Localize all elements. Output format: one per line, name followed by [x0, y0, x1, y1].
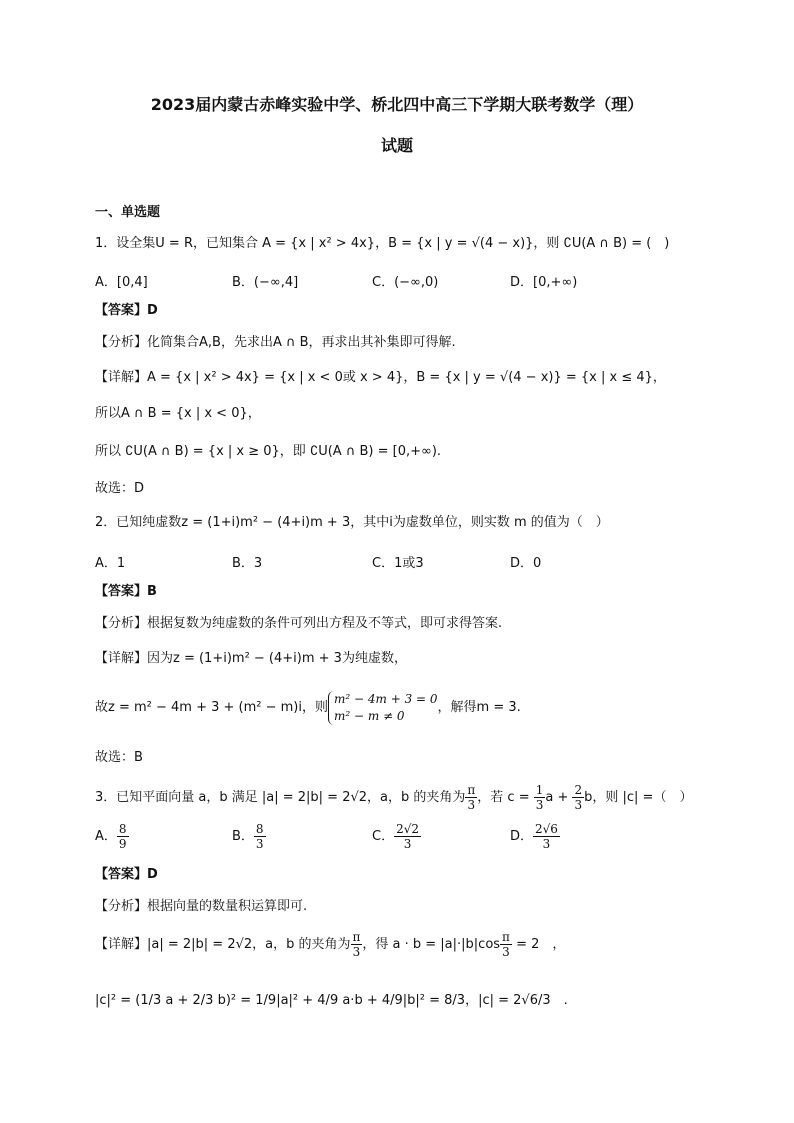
q3-stem-post: b，则 |c| =（ ）: [584, 790, 693, 805]
q3-stem-mid: ，若 c =: [477, 790, 534, 805]
q3-option-d-label: D．: [510, 829, 534, 844]
q3-detail-cos-fraction: [500, 930, 512, 959]
q3-c-mid: a +: [545, 790, 573, 805]
q1-option-c: C．(−∞,0): [372, 275, 439, 290]
q1-detail-2: 所以A ∩ B = {x | x < 0}，: [95, 406, 261, 421]
q3-c1-num: 1: [535, 783, 544, 797]
q3-detail-2: |c|² = (1/3 a + 2/3 b)² = 1/9|a|² + 4/9 a·b + 4/9|b|² = 8/3，|c| = 2√6/3 .: [95, 993, 568, 1008]
q1-stem: 1．设全集U = R，已知集合 A = {x | x² > 4x}，B = {x | y = √(4 − x)}，则 ∁U(A ∩ B) = ( ): [95, 236, 670, 251]
q3-option-d: [510, 822, 560, 851]
q3-option-c-den: 3: [403, 837, 412, 851]
q2-detail-2: [95, 690, 735, 726]
q3-option-d-den: 3: [542, 837, 551, 851]
q3-stem-pre: 3．已知平面向量 a，b 满足 |a| = 2|b| = 2√2，a，b 的夹角为: [95, 790, 466, 805]
q3-analysis: 【分析】根据向量的数量积运算即可.: [95, 899, 308, 914]
q1-option-b: B．(−∞,4]: [232, 275, 299, 290]
q2-answer: 【答案】B: [95, 584, 157, 599]
q3-c1-den: 3: [535, 798, 544, 812]
q2-option-d: D．0: [510, 556, 542, 571]
q2-system-top: m² − 4m + 3 = 0: [334, 691, 438, 706]
q3-detail-cos-den: 3: [502, 945, 510, 959]
q3-detail-angle-fraction: [351, 930, 363, 959]
q3-detail-1: [95, 928, 735, 962]
q2-system-bottom: m² − m ≠ 0: [334, 708, 405, 723]
q3-option-b: [232, 822, 266, 851]
q3-angle-num: π: [467, 783, 476, 797]
q3-detail-1-mid: ，得 a · b = |a|·|b|cos: [362, 937, 501, 952]
q3-c1-fraction: [534, 783, 546, 812]
q1-option-d: D．[0,+∞): [510, 275, 578, 290]
q3-option-a-num: 8: [118, 822, 127, 836]
q1-choose: 故选：D: [95, 481, 145, 496]
q3-option-b-num: 8: [255, 822, 264, 836]
q3-option-b-label: B．: [232, 829, 254, 844]
q3-c2-fraction: [572, 783, 584, 812]
q1-option-a: A．[0,4]: [95, 275, 148, 290]
q3-detail-angle-num: π: [352, 930, 361, 944]
q3-option-b-fraction: [254, 822, 266, 851]
doc-title-line1: 2023届内蒙古赤峰实验中学、桥北四中高三下学期大联考数学（理）: [150, 95, 644, 114]
q3-c2-den: 3: [574, 798, 583, 812]
q3-option-a-label: A．: [95, 829, 117, 844]
q2-detail-1: 【详解】因为z = (1+i)m² − (4+i)m + 3为纯虚数，: [95, 651, 407, 666]
q2-analysis: 【分析】根据复数为纯虚数的条件可列出方程及不等式，即可求得答案.: [95, 616, 503, 631]
q3-option-a-fraction: [117, 822, 129, 851]
q3-option-d-num: 2√6: [535, 822, 558, 836]
q3-detail-angle-den: 3: [352, 945, 361, 959]
q1-detail-3: 所以 ∁U(A ∩ B) = {x | x ≥ 0}，即 ∁U(A ∩ B) = [0,+∞).: [95, 444, 442, 459]
q3-angle-den: 3: [467, 798, 476, 812]
q3-option-c-fraction: [394, 822, 421, 851]
q1-answer: 【答案】D: [95, 303, 158, 318]
q2-option-a: A．1: [95, 556, 126, 571]
q1-analysis: 【分析】化简集合A,B，先求出A ∩ B，再求出其补集即可得解.: [95, 335, 456, 350]
q3-option-a-den: 9: [118, 837, 127, 851]
q2-option-c: C．1或3: [372, 556, 424, 571]
q3-option-d-fraction: [533, 822, 560, 851]
q3-detail-1-pre: 【详解】|a| = 2|b| = 2√2，a，b 的夹角为: [95, 937, 351, 952]
q3-answer: 【答案】D: [95, 867, 158, 882]
q2-option-b: B．3: [232, 556, 263, 571]
q2-equation-system: [328, 691, 438, 725]
q1-detail-1: 【详解】A = {x | x² > 4x} = {x | x < 0或 x > 4}，B = {x | y = √(4 − x)} = {x | x ≤ 4}，: [95, 370, 666, 385]
q2-detail-2-post: ，解得m = 3.: [437, 700, 521, 715]
q3-c2-num: 2: [574, 783, 583, 797]
q3-option-b-den: 3: [255, 837, 264, 851]
q3-option-c: [372, 822, 421, 851]
q3-detail-1-post: = 2 ，: [511, 937, 566, 952]
section-heading: 一、单选题: [95, 205, 161, 220]
doc-title-line2: 试题: [380, 136, 413, 155]
q3-stem: [95, 781, 735, 815]
q2-stem: 2．已知纯虚数z = (1+i)m² − (4+i)m + 3，其中i为虚数单位，则实数 m 的值为（ ）: [95, 515, 609, 530]
q2-choose: 故选：B: [95, 750, 143, 765]
q3-option-c-num: 2√2: [396, 822, 419, 836]
q3-option-a: [95, 822, 129, 851]
q2-detail-2-pre: 故z = m² − 4m + 3 + (m² − m)i，则: [95, 700, 328, 715]
q3-angle-fraction: [465, 783, 477, 812]
q3-detail-cos-num: π: [502, 930, 510, 944]
q3-option-c-label: C．: [372, 829, 395, 844]
